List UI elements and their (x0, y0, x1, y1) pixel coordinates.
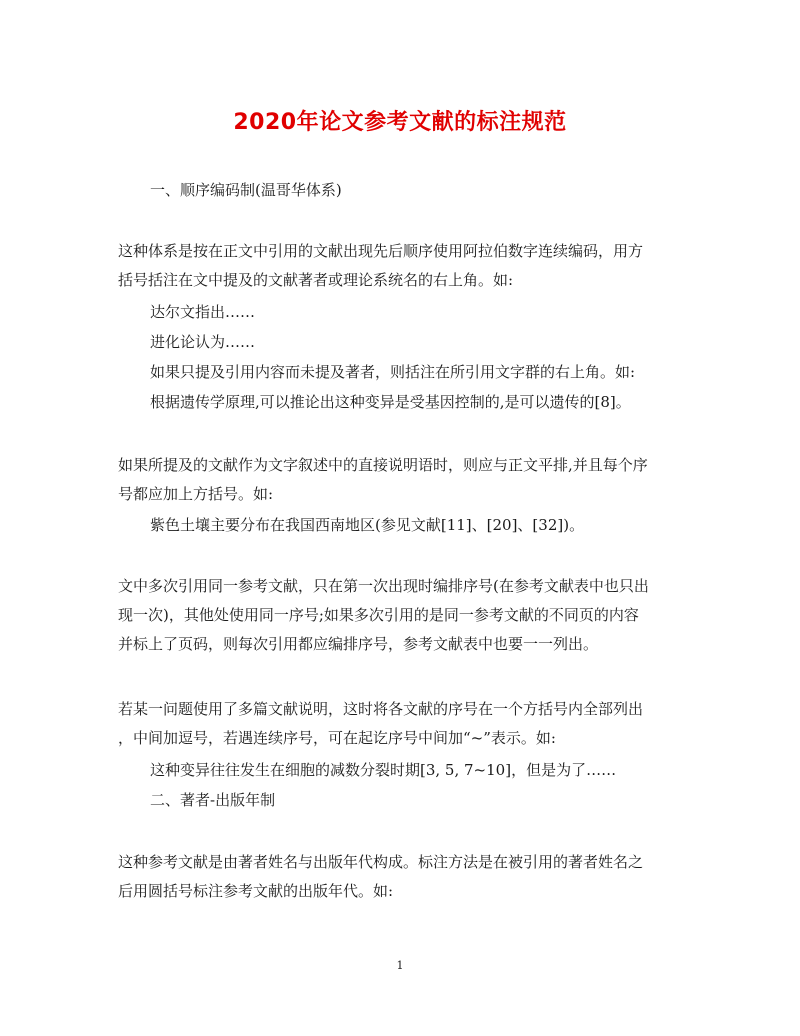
section-heading-1: 一、顺序编码制(温哥华体系) (150, 181, 342, 199)
paragraph-5-line-2: 现一次)，其他处使用同一序号;如果多次引用的是同一参考文献的不同页的内容 (118, 606, 639, 624)
paragraph-5-line-3: 并标上了页码，则每次引用都应编排序号，参考文献表中也要一一列出。 (118, 635, 599, 653)
paragraph-2: 如果只提及引用内容而未提及著者，则括注在所引用文字群的右上角。如: (150, 363, 636, 381)
paragraph-6-line-1: 若某一问题使用了多篇文献说明，这时将各文献的序号在一个方括号内全部列出 (118, 700, 644, 718)
section-heading-2: 二、著者-出版年制 (150, 791, 276, 809)
paragraph-4-line-1: 如果所提及的文献作为文字叙述中的直接说明语时，则应与正文平排,并且每个序 (118, 456, 648, 474)
page-number: 1 (396, 959, 404, 972)
paragraph-1-line-2: 括号括注在文中提及的文献著者或理论系统名的右上角。如: (118, 271, 514, 289)
example-4: 这种变异往往发生在细胞的减数分裂时期[3, 5, 7~10]，但是为了…… (150, 761, 617, 779)
example-3: 紫色土壤主要分布在我国西南地区(参见文献[11]、[20]、[32])。 (150, 516, 585, 534)
example-1: 达尔文指出…… (150, 303, 256, 321)
paragraph-4-line-2: 号都应加上方括号。如: (118, 485, 274, 503)
paragraph-6-line-2: ，中间加逗号，若遇连续序号，可在起讫序号中间加“~”表示。如: (118, 729, 556, 747)
paragraph-1-line-1: 这种体系是按在正文中引用的文献出现先后顺序使用阿拉伯数字连续编码，用方 (118, 242, 644, 260)
example-2: 进化论认为…… (150, 333, 256, 351)
paragraph-5-line-1: 文中多次引用同一参考文献，只在第一次出现时编排序号(在参考文献表中也只出 (118, 577, 649, 595)
paragraph-7-line-2: 后用圆括号标注参考文献的出版年代。如: (118, 882, 394, 900)
paragraph-3: 根据遗传学原理,可以推论出这种变异是受基因控制的,是可以遗传的[8]。 (150, 393, 631, 411)
document-title: 2020年论文参考文献的标注规范 (233, 110, 567, 135)
paragraph-7-line-1: 这种参考文献是由著者姓名与出版年代构成。标注方法是在被引用的著者姓名之 (118, 853, 644, 871)
